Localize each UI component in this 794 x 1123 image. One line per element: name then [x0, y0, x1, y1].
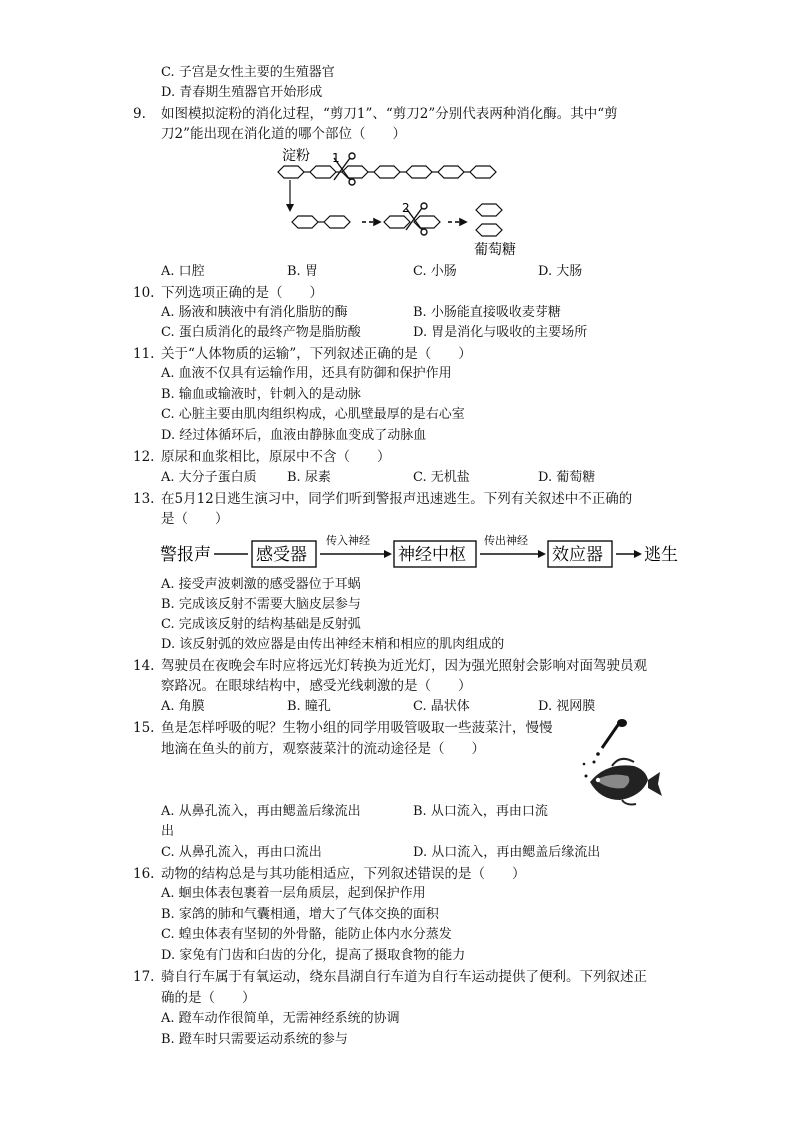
q17-option-a: A. 蹬车动作很简单，无需神经系统的协调 — [161, 1011, 400, 1026]
q14-option-d: D. 视网膜 — [538, 699, 596, 714]
q10-number: 10. — [133, 285, 155, 301]
starch-chain — [278, 166, 496, 178]
q10-stem: 下列选项正确的是（ ） — [161, 285, 323, 301]
q15-stem-line1: 鱼是怎样呼吸的呢？生物小组的同学用吸管吸取一些菠菜汁，慢慢 — [161, 720, 553, 736]
q16-option-a: A. 蛔虫体表包裹着一层角质层，起到保护作用 — [161, 886, 426, 901]
q16-option-c: C. 蝗虫体表有坚韧的外骨骼，能防止体内水分蒸发 — [161, 927, 452, 942]
q13-stem-line2: 是（ ） — [161, 511, 229, 527]
fig-label-1: 1 — [332, 151, 340, 165]
flow-receptor: 感受器 — [256, 545, 307, 565]
q14-stem-line2: 察路况。在眼球结构中，感受光线刺激的是（ ） — [161, 678, 472, 694]
q9-option-b: B. 胃 — [287, 264, 318, 279]
flow-arrow-2 — [538, 550, 546, 558]
flow-efferent: 传出神经 — [484, 534, 528, 547]
q11-stem: 关于“人体物质的运输”，下列叙述正确的是（ ） — [161, 346, 472, 362]
q9-stem-line1: 如图模拟淀粉的消化过程，“剪刀1”、“剪刀2”分别代表两种消化酶。其中“剪 — [161, 106, 618, 122]
q15-stem-line2: 地滴在鱼头的前方，观察菠菜汁的流动途径是（ ） — [161, 741, 485, 757]
flow-start: 警报声 — [160, 545, 211, 565]
q15-option-a: A. 从鼻孔流入，再由鳃盖后缘流出 — [161, 804, 361, 819]
q14-option-c: C. 晶状体 — [413, 699, 470, 714]
fish-dropper-illustration — [576, 718, 666, 806]
q12-option-d: D. 葡萄糖 — [538, 470, 596, 485]
q11-option-a: A. 血液不仅具有运输作用，还具有防御和保护作用 — [161, 366, 452, 381]
q11-option-d: D. 经过体循环后，血液由静脉血变成了动脉血 — [161, 428, 427, 443]
q11-number: 11. — [133, 346, 155, 362]
q10-option-a: A. 肠液和胰液中有消化脂肪的酶 — [161, 305, 348, 320]
q14-stem-line1: 驾驶员在夜晚会车时应将远光灯转换为近光灯，因为强光照射会影响对面驾驶员观 — [161, 658, 647, 674]
q13-stem-line1: 在5月12日逃生演习中，同学们听到警报声迅速逃生。下列有关叙述中不正确的 — [161, 491, 633, 507]
fig-label-2: 2 — [402, 201, 410, 215]
flow-afferent: 传入神经 — [326, 534, 370, 547]
q13-option-b: B. 完成该反射不需要大脑皮层参与 — [161, 597, 361, 612]
q10-option-b: B. 小肠能直接吸收麦芽糖 — [413, 305, 561, 320]
q12-stem: 原尿和血浆相比，原尿中不含（ ） — [161, 449, 391, 465]
q15-option-d: D. 从口流入，再由鳃盖后缘流出 — [413, 845, 601, 860]
q9-option-d: D. 大肠 — [538, 264, 583, 279]
starch-digestion-figure — [270, 144, 540, 262]
q12-option-b: B. 尿素 — [287, 470, 331, 485]
dashed-arrow-2 — [448, 219, 466, 225]
q8-option-c: C. 子宫是女性主要的生殖器官 — [161, 65, 335, 80]
q15-number: 15. — [133, 720, 155, 736]
q14-number: 14. — [133, 658, 155, 674]
q15-option-b-line1: B. 从口流入，再由口流 — [413, 804, 548, 819]
fish-icon — [590, 759, 662, 805]
q12-option-a: A. 大分子蛋白质 — [161, 470, 257, 485]
q16-number: 16. — [133, 866, 155, 882]
q9-option-a: A. 口腔 — [161, 264, 205, 279]
q11-option-c: C. 心脏主要由肌肉组织构成，心肌壁最厚的是右心室 — [161, 407, 465, 422]
q10-option-c: C. 蛋白质消化的最终产物是脂肪酸 — [161, 325, 361, 340]
q12-number: 12. — [133, 449, 155, 465]
q14-option-a: A. 角膜 — [161, 699, 205, 714]
q11-option-b: B. 输血或输液时，针刺入的是动脉 — [161, 387, 361, 402]
flow-arrow-3 — [634, 550, 642, 558]
q12-option-c: C. 无机盐 — [413, 470, 470, 485]
q16-stem: 动物的结构总是与其功能相适应，下列叙述错误的是（ ） — [161, 866, 526, 882]
q16-option-d: D. 家兔有门齿和臼齿的分化，提高了摄取食物的能力 — [161, 948, 466, 963]
q13-option-a: A. 接受声波刺激的感受器位于耳蜗 — [161, 577, 361, 592]
q13-option-c: C. 完成该反射的结构基础是反射弧 — [161, 617, 361, 632]
q15-option-b-line2: 出 — [161, 824, 175, 839]
q17-option-b: B. 蹬车时只需要运动系统的参与 — [161, 1032, 348, 1047]
q17-number: 17. — [133, 969, 155, 985]
q8-option-d: D. 青春期生殖器官开始形成 — [161, 85, 323, 100]
flow-center: 神经中枢 — [398, 545, 466, 565]
down-arrow-icon — [286, 180, 294, 212]
q9-option-c: C. 小肠 — [413, 264, 457, 279]
q17-stem-line2: 确的是（ ） — [161, 990, 256, 1006]
flow-end: 逃生 — [644, 545, 678, 565]
maltose-chain — [292, 216, 350, 228]
q9-stem-line2: 刀2”能出现在消化道的哪个部位（ ） — [161, 126, 406, 142]
q15-option-c: C. 从鼻孔流入，再由口流出 — [161, 845, 322, 860]
q10-option-d: D. 胃是消化与吸收的主要场所 — [413, 325, 588, 340]
q9-number: 9. — [133, 106, 146, 122]
q13-option-d: D. 该反射弧的效应器是由传出神经末梢和相应的肌肉组成的 — [161, 637, 505, 652]
reflex-arc-flowchart — [160, 530, 682, 574]
dashed-arrow-1 — [362, 219, 380, 225]
q13-number: 13. — [133, 491, 155, 507]
flow-effector: 效应器 — [552, 545, 603, 565]
q16-option-b: B. 家鸽的肺和气囊相通，增大了气体交换的面积 — [161, 907, 439, 922]
q17-stem-line1: 骑自行车属于有氧运动，绕东昌湖自行车道为自行车运动提供了便利。下列叙述正 — [161, 969, 647, 985]
fig-label-starch: 淀粉 — [282, 148, 310, 164]
glucose-units — [476, 204, 502, 236]
flow-arrow-1 — [384, 550, 392, 558]
q14-option-b: B. 瞳孔 — [287, 699, 331, 714]
fig-label-glucose: 葡萄糖 — [474, 242, 516, 258]
